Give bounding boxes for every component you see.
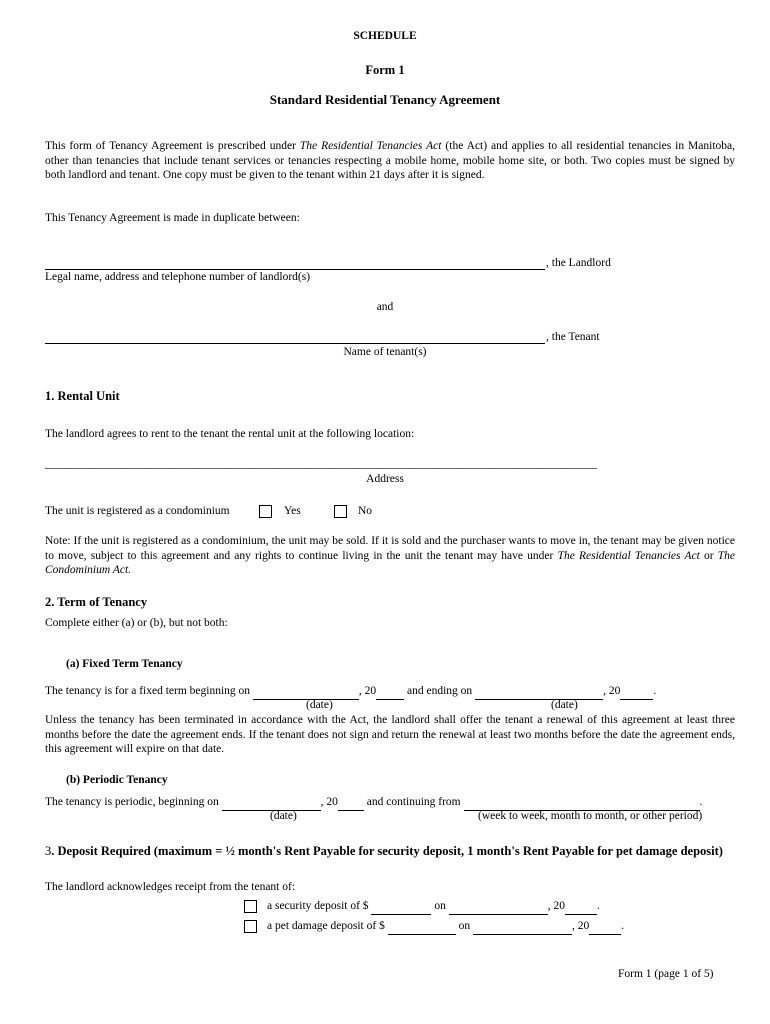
fixed-term-heading: (a) Fixed Term Tenancy — [66, 658, 183, 670]
intro-paragraph: This form of Tenancy Agreement is prescribed under The Residential Tenancies Act (the Act) and applies to all residential tenancies in Manitoba, other than tenancies that include tenant services or tenancies respecting a mobile home, mobile home site, or both. Two copies must be signed by both landlord and tenant. One copy must be given to the tenant within 21 days after it is signed. — [45, 140, 735, 181]
periodic-begin-year-field[interactable] — [338, 795, 364, 811]
address-line[interactable]: ________________________________________________________________________________________________ — [45, 458, 597, 470]
condominium-question: The unit is registered as a condominium — [45, 505, 230, 517]
periodic-date-caption: (date) — [270, 810, 297, 822]
page-footer: Form 1 (page 1 of 5) — [618, 968, 714, 980]
fixed-end-year-field[interactable] — [620, 684, 653, 700]
periodic-heading: (b) Periodic Tenancy — [66, 774, 168, 786]
landlord-suffix: , the Landlord — [546, 257, 611, 269]
security-deposit-line: a security deposit of $ on , 20 . — [267, 899, 600, 915]
security-deposit-amount-field[interactable] — [371, 899, 431, 915]
term-instruction: Complete either (a) or (b), but not both: — [45, 617, 228, 629]
periodic-period-caption: (week to week, month to month, or other period) — [478, 810, 703, 822]
tenant-name-line[interactable] — [45, 343, 545, 344]
page-title: Standard Residential Tenancy Agreement — [269, 92, 501, 107]
fixed-term-line: The tenancy is for a fixed term beginning on , 20 and ending on , 20 . — [45, 684, 656, 700]
tenant-caption: Name of tenant(s) — [343, 346, 427, 358]
tenant-suffix: , the Tenant — [546, 331, 600, 343]
schedule-heading: SCHEDULE — [353, 30, 417, 42]
periodic-line: The tenancy is periodic, beginning on , 20 and continuing from . — [45, 795, 702, 811]
fixed-end-date-field[interactable] — [475, 684, 603, 700]
condo-no-label: No — [358, 505, 373, 517]
condo-yes-checkbox[interactable] — [259, 505, 272, 518]
fixed-end-date-caption: (date) — [551, 699, 578, 711]
condo-yes-label: Yes — [284, 505, 301, 517]
form-number: Form 1 — [365, 63, 405, 77]
and-text: and — [376, 301, 394, 313]
rental-unit-text: The landlord agrees to rent to the tenant the rental unit at the following location: — [45, 428, 415, 440]
pet-deposit-checkbox[interactable] — [244, 920, 257, 933]
condo-no-checkbox[interactable] — [334, 505, 347, 518]
fixed-begin-date-caption: (date) — [306, 699, 333, 711]
security-deposit-checkbox[interactable] — [244, 900, 257, 913]
pet-deposit-year-field[interactable] — [589, 919, 621, 935]
pet-deposit-date-field[interactable] — [473, 919, 572, 935]
fixed-begin-year-field[interactable] — [376, 684, 404, 700]
section-1-heading: 1. Rental Unit — [45, 389, 120, 403]
address-caption: Address — [366, 473, 404, 485]
landlord-caption: Legal name, address and telephone number of landlord(s) — [45, 271, 311, 283]
section-3-heading: 3. Deposit Required (maximum = ½ month's Rent Payable for security deposit, 1 month's Rent Payable for pet damage deposit) — [45, 844, 723, 858]
renewal-paragraph: Unless the tenancy has been terminated in accordance with the Act, the landlord shall offer the tenant a renewal of this agreement at least three months before the date the agreement ends. If the tenant does not sign and return the renewal at least two months before the date the agreement ends, this agreement will expire on that date. — [45, 714, 735, 755]
act-name: The Residential Tenancies Act — [299, 140, 442, 152]
deposit-acknowledgement: The landlord acknowledges receipt from the tenant of: — [45, 881, 296, 893]
security-deposit-year-field[interactable] — [565, 899, 597, 915]
section-2-heading: 2. Term of Tenancy — [45, 595, 148, 609]
duplicate-statement: This Tenancy Agreement is made in duplicate between: — [45, 212, 300, 224]
security-deposit-date-field[interactable] — [449, 899, 548, 915]
pet-deposit-line: a pet damage deposit of $ on , 20 . — [267, 919, 624, 935]
pet-deposit-amount-field[interactable] — [388, 919, 456, 935]
condominium-note: Note: If the unit is registered as a condominium, the unit may be sold. If it is sold and the purchaser wants to move in, the tenant may be given notice to move, subject to this agreement and any rights to continue living in the unit the tenant may have under The Residential Tenancies Act or The Condominium Act. — [45, 535, 735, 576]
